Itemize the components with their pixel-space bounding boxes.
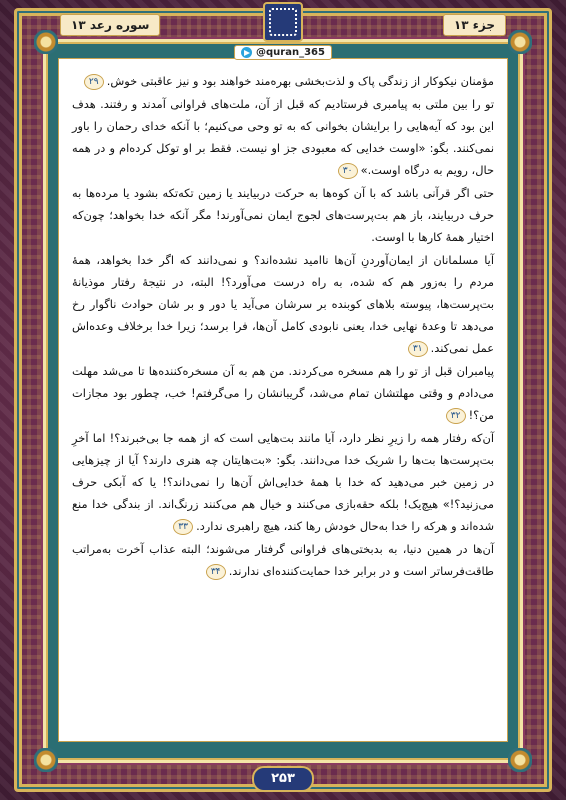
verse-text: حتی اگر قرآنی باشد که با آن کوه‌ها به حرکت دربیایند یا زمین تکه‌تکه بشود یا مرده‌ها به حرف دربیایند، باز هم بت‌پرست‌های لجوج ایمان نمی‌آورند! مگر آنکه خدا بخواهد؛ چون‌که اختیار همهٔ کارها با اوست. bbox=[72, 186, 494, 244]
juz-label: جزء ۱۳ bbox=[443, 14, 506, 36]
verse-number-badge: ۳۲ bbox=[446, 408, 466, 424]
verse-text: تو را بین ملتی به پیامبری فرستادیم که قبل از آن، ملت‌های فراوانی آمدند و رفتند. هدف این بود که آیه‌هایی را برایشان بخوانی که به تو وحی می‌کنیم؛ با آنکه خدای رحمان را باور نمی‌کنند. بگو: «اوست خدایی که معبودی جز او نیست. فقط بر او توکل کرده‌ام و در همه حال، رویم به درگاه اوست.» bbox=[72, 97, 494, 177]
verse-paragraph bbox=[72, 249, 494, 359]
verse-text: پیامبران قبل از تو را هم مسخره می‌کردند. من هم به آن مسخره‌کننده‌ها تا می‌شد مهلت می‌دادم و وقتی مهلتشان تمام می‌شد، گریبانشان را می‌گرفتم! خب، چطور بود مجازات من؟! bbox=[72, 364, 494, 422]
surah-label: سوره رعد ۱۳ bbox=[60, 14, 160, 36]
corner-ornament bbox=[34, 748, 58, 772]
verse-text: مؤمنان نیکوکار از زندگی پاک و لذت‌بخشی بهره‌مند خواهند بود و نیز عاقبتی خوش. bbox=[106, 74, 494, 88]
telegram-icon bbox=[241, 47, 252, 58]
corner-ornament bbox=[508, 748, 532, 772]
translation-text bbox=[72, 70, 494, 734]
verse-paragraph bbox=[72, 360, 494, 426]
verse-paragraph bbox=[72, 93, 494, 181]
corner-ornament bbox=[508, 30, 532, 54]
verse-number-badge: ۳۰ bbox=[338, 163, 358, 179]
channel-handle-badge[interactable] bbox=[234, 45, 332, 60]
verse-text: آن‌که رفتار همه را زیرِ نظر دارد، آیا مانند بت‌هایی است که از همه جا بی‌خبرند؟! اما آخرِ بت‌پرست‌ها بت‌ها را شریک خدا می‌دانند. بگو: «بت‌هایتان چه هنری دارند؟ آیا از چیزهایی در زمین خبر می‌دهید که خدا با همهٔ خدایی‌اش آن‌ها را نمی‌داند؟! یا که آبکی حرف می‌زنید؟!» هیچ‌یک! بلکه حقه‌بازی می‌کنند و خیال هم می‌کنند زرنگ‌اند. از بندگی خدا منع شده‌اند و هرکه را خدا به‌حال خودش رها کند، هیچ راهبری ندارد. bbox=[72, 431, 494, 533]
verse-paragraph bbox=[72, 538, 494, 582]
channel-handle: @quran_365 bbox=[256, 47, 325, 58]
verse-paragraph bbox=[72, 70, 494, 92]
verse-number-badge: ۳۱ bbox=[408, 341, 428, 357]
verse-paragraph bbox=[72, 182, 494, 248]
verse-number-badge: ۳۴ bbox=[206, 564, 226, 580]
verse-text: آیا مسلمانان از ایمان‌آوردنِ آن‌ها ناامید نشده‌اند؟ و نمی‌دانند که اگر خدا بخواهد، همهٔ مردم را به‌زور هم که شده، به راه درست می‌آورد؟! البته، در نتیجهٔ رفتار موذیانهٔ بت‌پرست‌ها، پیوسته بلاهای کوبنده بر سرشان می‌آید یا دور و بر شان حوادث ناگوار رخ می‌دهد تا وعدهٔ نهایی خدا، یعنی نابودی کامل آن‌ها، فرا برسد؛ زیرا خدا برخلاف وعده‌اش عمل نمی‌کند. bbox=[72, 253, 494, 355]
page-number: ۲۵۳ bbox=[252, 766, 314, 792]
corner-ornament bbox=[34, 30, 58, 54]
verse-paragraph bbox=[72, 427, 494, 537]
verse-text: آن‌ها در همین دنیا، به بدبختی‌های فراوانی گرفتار می‌شوند؛ البته عذاب آخرت به‌مراتب طاقت‌فرساتر است و در برابر خدا حمایت‌کننده‌ای ندارند. bbox=[72, 542, 494, 578]
verse-number-badge: ۳۳ bbox=[173, 519, 193, 535]
quran-emblem-icon bbox=[263, 2, 303, 42]
verse-number-badge: ۲۹ bbox=[84, 74, 104, 90]
